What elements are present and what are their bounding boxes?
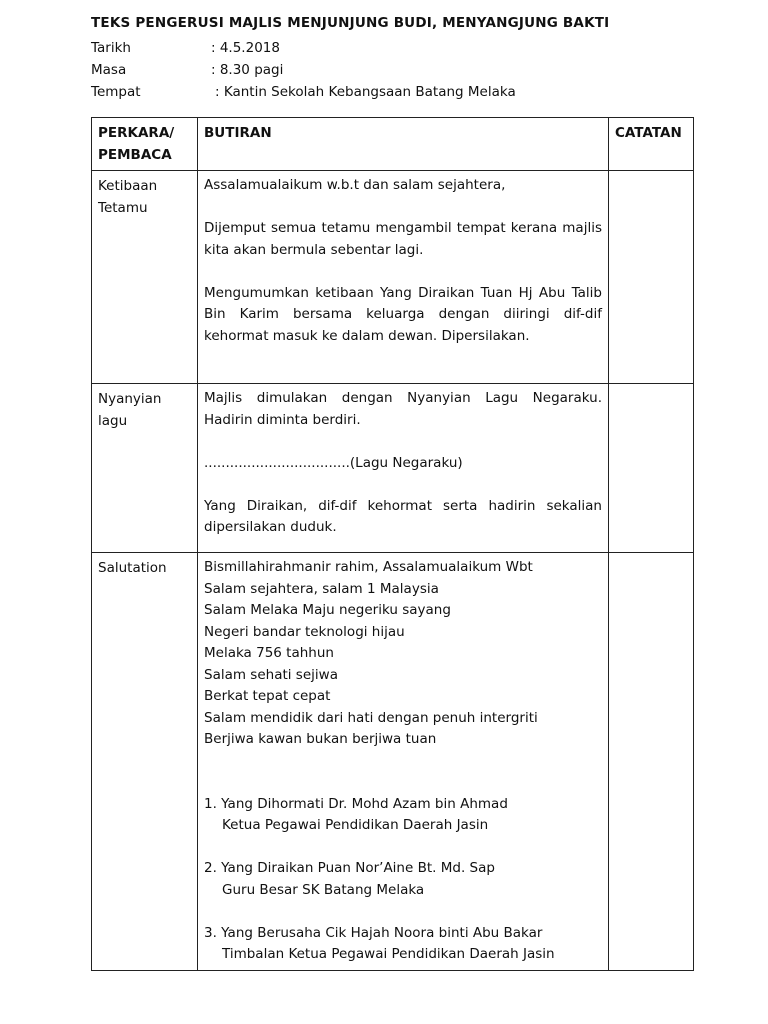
row1-paragraph: Mengumumkan ketibaan Yang Diraikan Tuan Hj Abu Talib Bin Karim bersama keluarga dengan diiringi dif-dif kehormat masuk ke dalam dewan. Dipersilakan. <box>204 284 602 344</box>
dignitary-title: Timbalan Ketua Pegawai Pendidikan Daerah Jasin <box>222 946 555 962</box>
table-row <box>92 384 694 553</box>
row1-item-line1: Ketibaan <box>98 178 158 194</box>
salutation-line: Melaka 756 tahhun <box>204 645 334 661</box>
dignitary-name: 2. Yang Diraikan Puan Nor’Aine Bt. Md. Sap <box>204 860 495 876</box>
dignitary-name: 1. Yang Dihormati Dr. Mohd Azam bin Ahmad <box>204 795 508 812</box>
table-row <box>92 553 694 971</box>
meta-place-row <box>91 84 516 100</box>
dignitary-name: 3. Yang Berusaha Cik Hajah Noora binti Abu Bakar <box>204 924 543 941</box>
document-title: TEKS PENGERUSI MAJLIS MENJUNJUNG BUDI, MENYANGJUNG BAKTI <box>91 15 610 31</box>
table-header-row <box>92 118 694 171</box>
row2-paragraph: Yang Diraikan, dif-dif kehormat serta hadirin sekalian dipersilakan duduk. <box>204 497 602 535</box>
row2-paragraph: Majlis dimulakan dengan Nyanyian Lagu Negaraku. Hadirin diminta berdiri. <box>204 390 602 428</box>
header-butiran: BUTIRAN <box>198 118 609 171</box>
row1-item <box>92 171 198 384</box>
header-perkara <box>92 118 198 171</box>
salutation-line: Salam Melaka Maju negeriku sayang <box>204 602 451 618</box>
salutation-line: Bismillahirahmanir rahim, Assalamualaikum Wbt <box>204 559 533 575</box>
row2-item: Nyanyian lagu <box>92 384 198 553</box>
row1-item-line2: Tetamu <box>98 200 148 216</box>
salutation-line: Negeri bandar teknologi hijau <box>204 623 405 640</box>
header-perkara-line1: PERKARA/ <box>98 125 175 141</box>
meta-time-label: Masa <box>91 62 127 78</box>
header-perkara-line2: PEMBACA <box>98 147 172 163</box>
table-row <box>92 171 694 384</box>
meta-time-row <box>91 62 283 78</box>
row2-details <box>198 384 609 553</box>
header-catatan: CATATAN <box>609 118 694 171</box>
salutation-line: Berkat tepat cepat <box>204 688 331 704</box>
meta-time-value: : 8.30 pagi <box>211 62 284 78</box>
meta-date-value: : 4.5.2018 <box>211 40 280 56</box>
row3-notes <box>609 553 694 971</box>
meta-date-label: Tarikh <box>91 40 131 56</box>
meta-place-label: Tempat <box>91 84 141 100</box>
dignitary-title: Ketua Pegawai Pendidikan Daerah Jasin <box>222 817 489 833</box>
salutation-line: Salam mendidik dari hati dengan penuh intergriti <box>204 709 538 726</box>
meta-place-value: : Kantin Sekolah Kebangsaan Batang Melaka <box>215 84 516 100</box>
row1-details <box>198 171 609 384</box>
row2-notes <box>609 384 694 553</box>
row3-item: Salutation <box>92 553 198 971</box>
salutation-line: Salam sehati sejiwa <box>204 666 338 683</box>
programme-table <box>91 117 694 971</box>
row2-paragraph: ..................................(Lagu Negaraku) <box>204 454 463 471</box>
row1-paragraph: Assalamualaikum w.b.t dan salam sejahtera, <box>204 177 506 193</box>
row1-paragraph: Dijemput semua tetamu mengambil tempat kerana majlis kita akan bermula sebentar lagi. <box>204 220 602 258</box>
salutation-line: Berjiwa kawan bukan berjiwa tuan <box>204 731 437 747</box>
row3-details <box>198 553 609 971</box>
row1-notes <box>609 171 694 384</box>
meta-date-row <box>91 40 280 56</box>
dignitary-title: Guru Besar SK Batang Melaka <box>222 881 425 898</box>
salutation-line: Salam sejahtera, salam 1 Malaysia <box>204 580 439 597</box>
